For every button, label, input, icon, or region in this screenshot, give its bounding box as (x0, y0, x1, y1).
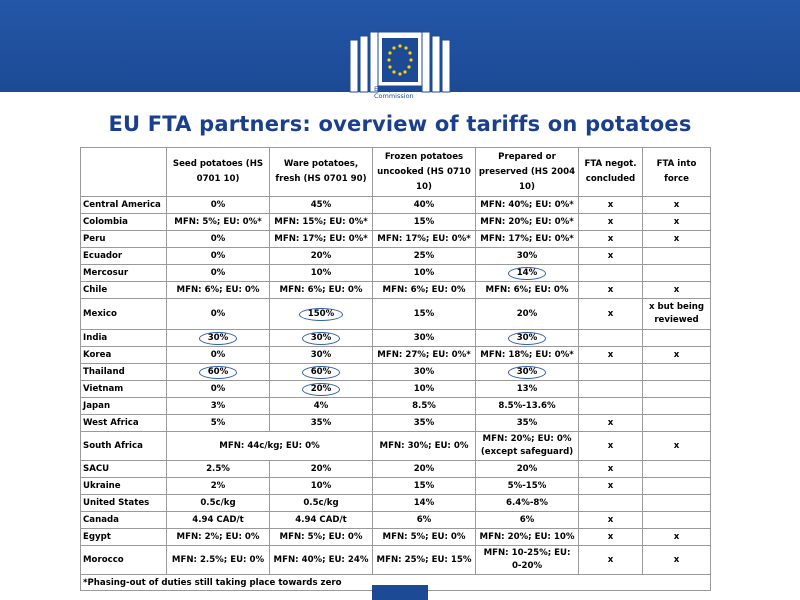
table-cell: MFN: 10-25%; EU: 0-20% (476, 546, 579, 575)
table-cell: MFN: 18%; EU: 0%* (476, 347, 579, 364)
country-cell: United States (81, 495, 167, 512)
table-cell (476, 330, 579, 347)
table-cell: 4% (270, 398, 373, 415)
table-cell: x (579, 197, 643, 214)
country-cell: Chile (81, 282, 167, 299)
table-cell (270, 364, 373, 381)
table-row (81, 478, 711, 495)
table-cell (579, 265, 643, 282)
country-cell: Morocco (81, 546, 167, 575)
table-cell (167, 364, 270, 381)
table-cell: 13% (476, 381, 579, 398)
table-cell: MFN: 5%; EU: 0% (270, 529, 373, 546)
table-cell: MFN: 20%; EU: 0% (except safeguard) (476, 432, 579, 461)
highlight-circle: 30% (508, 332, 547, 345)
table-cell: 35% (373, 415, 476, 432)
highlight-circle: 30% (302, 332, 341, 345)
highlight-circle: 30% (199, 332, 238, 345)
table-cell: MFN: 30%; EU: 0% (373, 432, 476, 461)
table-cell: 20% (270, 461, 373, 478)
highlight-circle: 60% (302, 366, 341, 379)
table-cell: MFN: 2%; EU: 0% (167, 529, 270, 546)
table-cell (643, 415, 711, 432)
page-title: EU FTA partners: overview of tariffs on potatoes (108, 112, 692, 136)
table-row (81, 398, 711, 415)
table-cell: x (643, 231, 711, 248)
table-cell (579, 381, 643, 398)
table-cell: MFN: 17%; EU: 0%* (373, 231, 476, 248)
bottom-tab (372, 585, 428, 600)
table-cell: MFN: 17%; EU: 0%* (270, 231, 373, 248)
logo-line-2: Commission (374, 92, 414, 100)
table-cell: x (643, 282, 711, 299)
table-cell: MFN: 20%; EU: 0%* (476, 214, 579, 231)
table-cell: x but being reviewed (643, 299, 711, 330)
table-cell (643, 330, 711, 347)
table-cell: 20% (476, 461, 579, 478)
highlight-circle: 150% (299, 308, 344, 321)
table-cell: 20% (476, 299, 579, 330)
tariff-table (80, 147, 711, 591)
table-row (81, 529, 711, 546)
table-cell (167, 330, 270, 347)
table-cell (643, 265, 711, 282)
table-cell: x (643, 214, 711, 231)
table-cell: 4.94 CAD/t (270, 512, 373, 529)
table-cell: x (579, 529, 643, 546)
country-cell: Colombia (81, 214, 167, 231)
table-cell: 35% (476, 415, 579, 432)
country-cell: Central America (81, 197, 167, 214)
table-cell: 30% (476, 248, 579, 265)
table-cell: MFN: 6%; EU: 0% (270, 282, 373, 299)
table-row (81, 265, 711, 282)
table-cell: 30% (373, 364, 476, 381)
table-cell: x (579, 248, 643, 265)
table-cell (579, 398, 643, 415)
table-cell: 30% (373, 330, 476, 347)
table-row (81, 248, 711, 265)
table-cell: 35% (270, 415, 373, 432)
table-cell: MFN: 20%; EU: 10% (476, 529, 579, 546)
table-cell (643, 248, 711, 265)
highlight-circle: 20% (302, 383, 341, 396)
table-cell (579, 364, 643, 381)
table-cell: MFN: 5%; EU: 0% (373, 529, 476, 546)
table-cell: x (643, 529, 711, 546)
table-cell: 6% (476, 512, 579, 529)
table-cell: 4.94 CAD/t (167, 512, 270, 529)
table-cell: x (643, 347, 711, 364)
country-cell: West Africa (81, 415, 167, 432)
table-cell: 45% (270, 197, 373, 214)
table-cell: MFN: 40%; EU: 0%* (476, 197, 579, 214)
table-cell: 8.5%-13.6% (476, 398, 579, 415)
highlight-circle: 60% (199, 366, 238, 379)
country-cell: Egypt (81, 529, 167, 546)
table-cell: x (579, 347, 643, 364)
table-cell (643, 495, 711, 512)
table-cell: x (579, 432, 643, 461)
table-cell: MFN: 6%; EU: 0% (476, 282, 579, 299)
header-frozen: Frozen potatoes uncooked (HS 0710 10) (373, 148, 476, 197)
table-cell: 0% (167, 299, 270, 330)
header-row (81, 148, 711, 197)
table-cell: 10% (373, 265, 476, 282)
table-cell: MFN: 2.5%; EU: 0% (167, 546, 270, 575)
country-cell: SACU (81, 461, 167, 478)
table-cell: x (643, 197, 711, 214)
table-cell (643, 364, 711, 381)
table-cell: 6% (373, 512, 476, 529)
highlight-circle: 14% (508, 267, 547, 280)
table-cell: x (579, 478, 643, 495)
table-cell (579, 495, 643, 512)
table-row (81, 546, 711, 575)
table-cell (643, 512, 711, 529)
table-row (81, 364, 711, 381)
header-country (81, 148, 167, 197)
country-cell: Ukraine (81, 478, 167, 495)
country-cell: Ecuador (81, 248, 167, 265)
table-cell (476, 364, 579, 381)
table-row (81, 461, 711, 478)
table-cell: 40% (373, 197, 476, 214)
table-row (81, 432, 711, 461)
table-row (81, 347, 711, 364)
table-cell (270, 299, 373, 330)
logo-line-1: European (374, 85, 405, 93)
table-row (81, 330, 711, 347)
table-row (81, 512, 711, 529)
table-cell (643, 381, 711, 398)
table-cell: x (643, 432, 711, 461)
footnote: *Phasing-out of duties still taking place towards zero (81, 575, 711, 591)
table-cell: 8.5% (373, 398, 476, 415)
country-cell: Korea (81, 347, 167, 364)
table-row (81, 214, 711, 231)
table-row (81, 282, 711, 299)
table-cell: MFN: 6%; EU: 0% (373, 282, 476, 299)
table-cell: MFN: 6%; EU: 0% (167, 282, 270, 299)
table-cell: x (579, 299, 643, 330)
table-cell: 15% (373, 478, 476, 495)
country-cell: Vietnam (81, 381, 167, 398)
table-cell: x (643, 546, 711, 575)
table-cell: 20% (270, 248, 373, 265)
table-row (81, 495, 711, 512)
table-cell: 5%-15% (476, 478, 579, 495)
table-cell: 0% (167, 248, 270, 265)
table-cell: 10% (270, 478, 373, 495)
highlight-circle: 30% (508, 366, 547, 379)
header-seed: Seed potatoes (HS 0701 10) (167, 148, 270, 197)
table-row (81, 197, 711, 214)
table-cell: x (579, 461, 643, 478)
table-cell: x (579, 231, 643, 248)
table-cell: x (579, 214, 643, 231)
table-cell: 0% (167, 265, 270, 282)
table-cell: 14% (373, 495, 476, 512)
table-row (81, 299, 711, 330)
table-cell: 25% (373, 248, 476, 265)
country-cell: Japan (81, 398, 167, 415)
country-cell: Mercosur (81, 265, 167, 282)
table-cell: 10% (373, 381, 476, 398)
country-cell: South Africa (81, 432, 167, 461)
table-cell: 5% (167, 415, 270, 432)
table-cell: 3% (167, 398, 270, 415)
table-cell (270, 381, 373, 398)
table-cell: 2% (167, 478, 270, 495)
header-fta-concluded: FTA negot. concluded (579, 148, 643, 197)
country-cell: Thailand (81, 364, 167, 381)
header-ware: Ware potatoes, fresh (HS 0701 90) (270, 148, 373, 197)
table-cell: MFN: 44c/kg; EU: 0% (167, 432, 373, 461)
logo-text (374, 86, 414, 100)
table-cell: MFN: 27%; EU: 0%* (373, 347, 476, 364)
table-cell: 0% (167, 197, 270, 214)
table-cell: MFN: 15%; EU: 0%* (270, 214, 373, 231)
table-cell: 2.5% (167, 461, 270, 478)
table-row (81, 381, 711, 398)
table-cell: 20% (373, 461, 476, 478)
table-cell: 30% (270, 347, 373, 364)
table-cell: 15% (373, 299, 476, 330)
header-prepared: Prepared or preserved (HS 2004 10) (476, 148, 579, 197)
table-cell: 0.5c/kg (270, 495, 373, 512)
country-cell: Peru (81, 231, 167, 248)
table-cell: MFN: 17%; EU: 0%* (476, 231, 579, 248)
table-cell (643, 398, 711, 415)
table-cell: 6.4%-8% (476, 495, 579, 512)
country-cell: Mexico (81, 299, 167, 330)
table-cell: 0% (167, 231, 270, 248)
table-cell (476, 265, 579, 282)
table-cell: x (579, 282, 643, 299)
table-cell: x (579, 512, 643, 529)
country-cell: Canada (81, 512, 167, 529)
table-cell: x (579, 415, 643, 432)
table-row (81, 415, 711, 432)
table-cell (643, 461, 711, 478)
table-cell: MFN: 25%; EU: 15% (373, 546, 476, 575)
table-cell: 0.5c/kg (167, 495, 270, 512)
table-cell: x (579, 546, 643, 575)
table-cell (579, 330, 643, 347)
table-cell: 0% (167, 381, 270, 398)
table-cell: MFN: 40%; EU: 24% (270, 546, 373, 575)
header-fta-in-force: FTA into force (643, 148, 711, 197)
table-row (81, 231, 711, 248)
table-cell (643, 478, 711, 495)
table-cell: 15% (373, 214, 476, 231)
table-cell: 10% (270, 265, 373, 282)
table-cell: MFN: 5%; EU: 0%* (167, 214, 270, 231)
table-cell (270, 330, 373, 347)
table-cell: 0% (167, 347, 270, 364)
country-cell: India (81, 330, 167, 347)
